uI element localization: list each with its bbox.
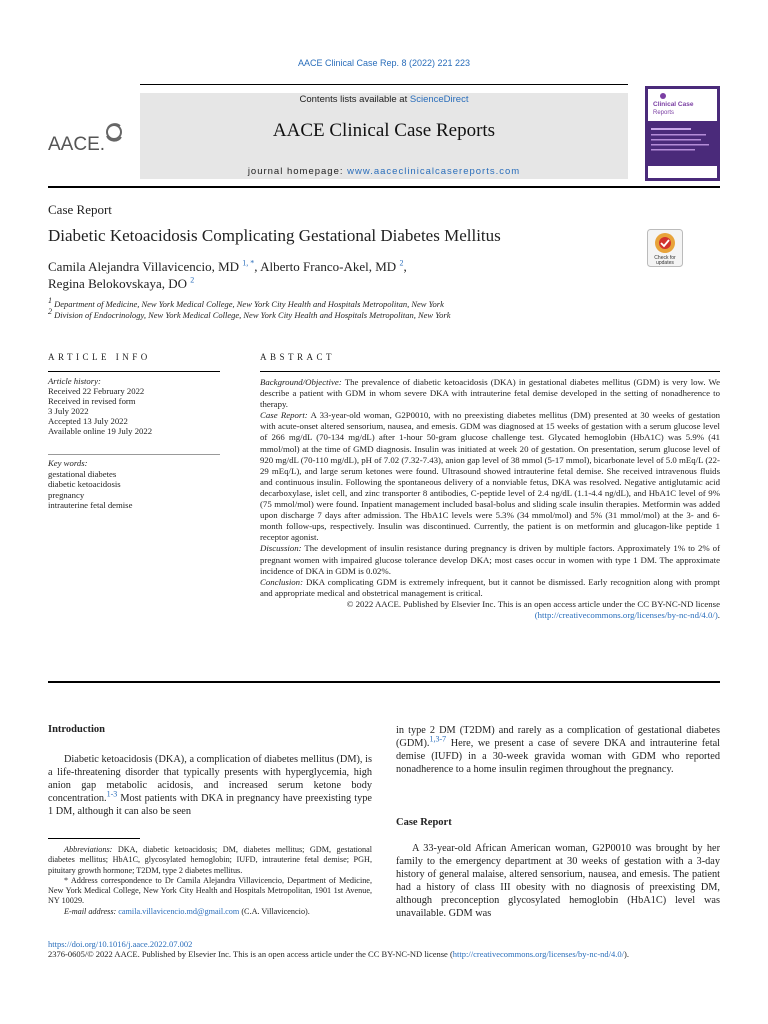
case-report-text: A 33-year-old African American woman, G2P0010 was brought by her family to the emergency department at 30 weeks of gestation with a 3-day history of general malaise, altered sensorium, nausea, and emesis. The patient had a history of class III obesity with no diagnosis of preexisting DM, although preconception glycosylated hemoglobin (HbA1C) level was unavailable. GDM was [396, 843, 720, 919]
copyright-end: . [717, 609, 720, 620]
issn-line [48, 949, 629, 959]
affiliation-2-text: Division of Endocrinology, New York Medical College, New York City Health and Hospitals Metropolitan, New York [54, 310, 451, 320]
copyright-text: © 2022 AACE. Published by Elsevier Inc. This is an open access article under the CC BY-NC-ND license [346, 598, 720, 609]
footnote-email [48, 907, 372, 917]
right-text: in type 2 DM (T2DM) and rarely as a complication of gestational diabetes (GDM). [396, 725, 720, 749]
keyword: gestational diabetes [48, 468, 117, 479]
abstract-body [260, 377, 720, 621]
correspondence-mark: * [64, 875, 69, 885]
email-label: E-mail address: [64, 906, 117, 916]
history-received: Received 22 February 2022 [48, 386, 145, 396]
article-history [48, 376, 220, 436]
abbreviations-text: DKA, diabetic ketoacidosis; DM, diabetes mellitus; GDM, gestational diabetes mellitus; HbA1C, glycosylated hemoglobin; IUFD, intrauterine fetal demise; PGH, pituitary growth hormone; T2DM, type 2 diabetes mellitus. [48, 845, 372, 875]
abstract-rule [260, 371, 720, 372]
abstract-background [260, 377, 720, 410]
keyword: diabetic ketoacidosis [48, 479, 121, 489]
homepage-line [140, 166, 628, 177]
history-revised-1: Received in revised form [48, 396, 136, 406]
case-text: A 33-year-old woman, G2P0010, with no preexisting diabetes mellitus (DM) presented at 30 weeks of gestation with acute-onset altered sensorium, nausea, and emesis. GDM was diagnosed at 15 weeks of gestation with a serum glucose level of 266 mg/dL (70-134 mg/dL) after 1-hour 50-gram glucose challenge test. Glycated hemoglobin (HbA1C) was 5.9% (41 mmol/mol) at the time of GMD diagnosis. Insulin was initiated at week 20 of gestation. On presentation, serum glucose level of 920 mg/dL (70-110 mg/dL), pH of 7.02 (7.32-7.43), anion gap level of 38 mmol (5-17 mmol), bicarbonate level of 5.0 mEq/L (22-29 mEq/L), and large serum ketones were found. Ultrasound showed intrauterine fetal demise. She received intravenous fluids and continuous insulin. Following the spontaneous delivery of a nonviable fetus, DKA was resolved. Negative antiglutamic acid decarboxylase, islet cell, and zinc transporter 8 antibodies, C-peptide level of 2.4 ng/dL (1.1-4.4 ng/dL), and HbA1C level of 9% (75 mmol/mol) were found. Inpatient management included basal-bolus and sliding scale insulin therapies. Metformin was added upon discharge 7 days after admission. The HbA1C levels were 5.3% (34 mmol/mol) and 5% (31 mmol/mol) at the 3- and 6-month follow-ups, respectively. Insulin was discontinued. Currently, the patient is on metformin and glucagon-like peptide 1 receptor agonist. [260, 410, 721, 543]
introduction-heading: Introduction [48, 724, 105, 735]
affiliation-1 [48, 296, 444, 309]
svg-text:updates: updates [656, 260, 674, 266]
abbreviations-label: Abbreviations: [64, 845, 113, 854]
affiliation-1-number: 1 [48, 296, 52, 306]
intro-text: Diabetic ketoacidosis (DKA), a complication of diabetes mellitus (DM), is a life-threatening disorder that typically presents with hyperglycemia, high anion gap metabolic acidosis, and increased serum ketone body concentration. [48, 754, 372, 804]
case-report-heading: Case Report [396, 817, 452, 828]
issn-text: 2376-0605/© 2022 AACE. Published by Elsevier Inc. This is an open access article under the CC BY-NC-ND license ( [48, 949, 453, 959]
issn-end: ). [624, 949, 629, 959]
author-1-affiliation[interactable]: 1, * [242, 258, 255, 268]
author-2-affiliation[interactable]: 2 [399, 258, 404, 268]
abstract-case [260, 410, 720, 543]
history-online: Available online 19 July 2022 [48, 426, 153, 436]
keywords [48, 458, 220, 511]
article-info-rule [48, 371, 220, 372]
email-link[interactable]: camila.villavicencio.md@gmail.com [118, 906, 240, 916]
footnotes [48, 845, 372, 917]
intro-citation[interactable]: 1-3 [106, 789, 118, 799]
right-citation[interactable]: 1,3-7 [429, 734, 447, 744]
case-label: Case Report: [260, 410, 308, 421]
keyword: intrauterine fetal demise [48, 500, 133, 510]
keywords-label: Key words: [48, 458, 88, 468]
doi-link[interactable] [48, 939, 192, 949]
footnote-rule [48, 838, 140, 839]
discussion-text: The development of insulin resistance during pregnancy is driven by multiple factors. Approximately 1% to 2% of pregnant women with impaired glucose tolerance develop DKA; most cases occur in women with type 1 DM. The approximate incidence of DKA in GDM is 0.02%. [260, 543, 720, 576]
author-3-affiliation[interactable]: 2 [190, 275, 195, 285]
affiliation-2-number: 2 [48, 307, 52, 317]
homepage-prefix: journal homepage: [247, 166, 348, 177]
issn-license-link[interactable]: http://creativecommons.org/licenses/by-nc-nd/4.0/ [452, 949, 625, 959]
keyword: pregnancy [48, 489, 85, 500]
abstract-discussion [260, 543, 720, 576]
right-text-2: Here, we present a case of severe DKA and intrauterine fetal demise (IUFD) in a 30-week gravida woman with GDM who reported nonadherence to a home insulin regimen throughout the pregnancy. [396, 738, 720, 775]
conclusion-label: Conclusion: [260, 576, 304, 587]
author-2[interactable]: , Alberto Franco-Akel, MD [254, 259, 397, 274]
sciencedirect-link[interactable]: ScienceDirect [409, 94, 469, 105]
intro-text-2: Most patients with DKA in pregnancy have preexisting type 1 DM, although it can also be seen [48, 793, 372, 817]
history-label: Article history: [48, 376, 101, 386]
affiliation-1-text: Department of Medicine, New York Medical College, New York City Health and Hospitals Metropolitan, New York [54, 299, 444, 309]
discussion-label: Discussion: [260, 543, 302, 554]
journal-reference[interactable]: AACE Clinical Case Rep. 8 (2022) 221 223 [297, 58, 471, 68]
article-title: Diabetic Ketoacidosis Complicating Gestational Diabetes Mellitus [48, 226, 501, 245]
svg-text:Clinical Case: Clinical Case [653, 101, 694, 108]
header-divider [48, 186, 720, 188]
author-3[interactable]: Regina Belokovskaya, DO [48, 276, 188, 291]
homepage-link[interactable]: www.aaceclinicalcasereports.com [347, 166, 521, 177]
footnote-correspondence [48, 876, 372, 907]
check-for-updates-icon[interactable] [647, 229, 683, 267]
footnote-abbreviations [48, 845, 372, 876]
background-label: Background/Objective: [260, 377, 342, 387]
abstract-conclusion [260, 577, 720, 599]
keywords-rule [48, 454, 220, 455]
journal-title: AACE Clinical Case Reports [272, 120, 496, 141]
contents-line [140, 94, 628, 105]
author-line-2 [48, 276, 194, 292]
history-revised-2: 3 July 2022 [48, 406, 89, 416]
contents-prefix: Contents lists available at [299, 94, 410, 105]
doi-text[interactable]: https://doi.org/10.1016/j.aace.2022.07.002 [48, 939, 193, 949]
abstract-bottom-rule [48, 681, 720, 683]
journal-cover-thumbnail[interactable] [645, 86, 720, 181]
email-tail: (C.A. Villavicencio). [239, 906, 310, 916]
author-separator: , [403, 259, 407, 274]
article-info-heading: ARTICLE INFO [48, 352, 151, 362]
abstract-copyright [260, 599, 720, 621]
svg-text:Check for: Check for [654, 255, 676, 261]
aace-logo-icon [48, 120, 128, 156]
affiliation-2 [48, 307, 451, 320]
svg-text:Reports: Reports [653, 110, 675, 116]
case-report-paragraph [396, 842, 720, 920]
header-rule [140, 84, 628, 85]
history-accepted: Accepted 13 July 2022 [48, 416, 128, 426]
article-type: Case Report [48, 202, 112, 217]
author-line-1 [48, 259, 407, 275]
license-link[interactable]: (http://creativecommons.org/licenses/by-nc-nd/4.0/) [534, 609, 718, 620]
conclusion-text: DKA complicating GDM is extremely infrequent, but it cannot be dismissed. Early recognition along with prompt and appropriate medical and obstetrical management is critical. [260, 576, 720, 598]
logo-text: AACE. [48, 134, 106, 155]
correspondence-text: Address correspondence to Dr Camila Alejandra Villavicencio, Department of Medicine, New York Medical College, New York City Health and Hospitals Metropolitan, 1901 1st Avenue, NY 10029. [48, 875, 372, 906]
introduction-paragraph [48, 753, 372, 818]
author-1[interactable]: Camila Alejandra Villavicencio, MD [48, 259, 240, 274]
introduction-continued [396, 724, 720, 776]
abstract-heading: ABSTRACT [260, 352, 336, 362]
background-text: The prevalence of diabetic ketoacidosis (DKA) in gestational diabetes mellitus (GDM) is very low. We describe a patient with GDM in whom severe DKA with intrauterine fetal demise developed in the setting of nonadherence to therapy. [260, 377, 720, 410]
